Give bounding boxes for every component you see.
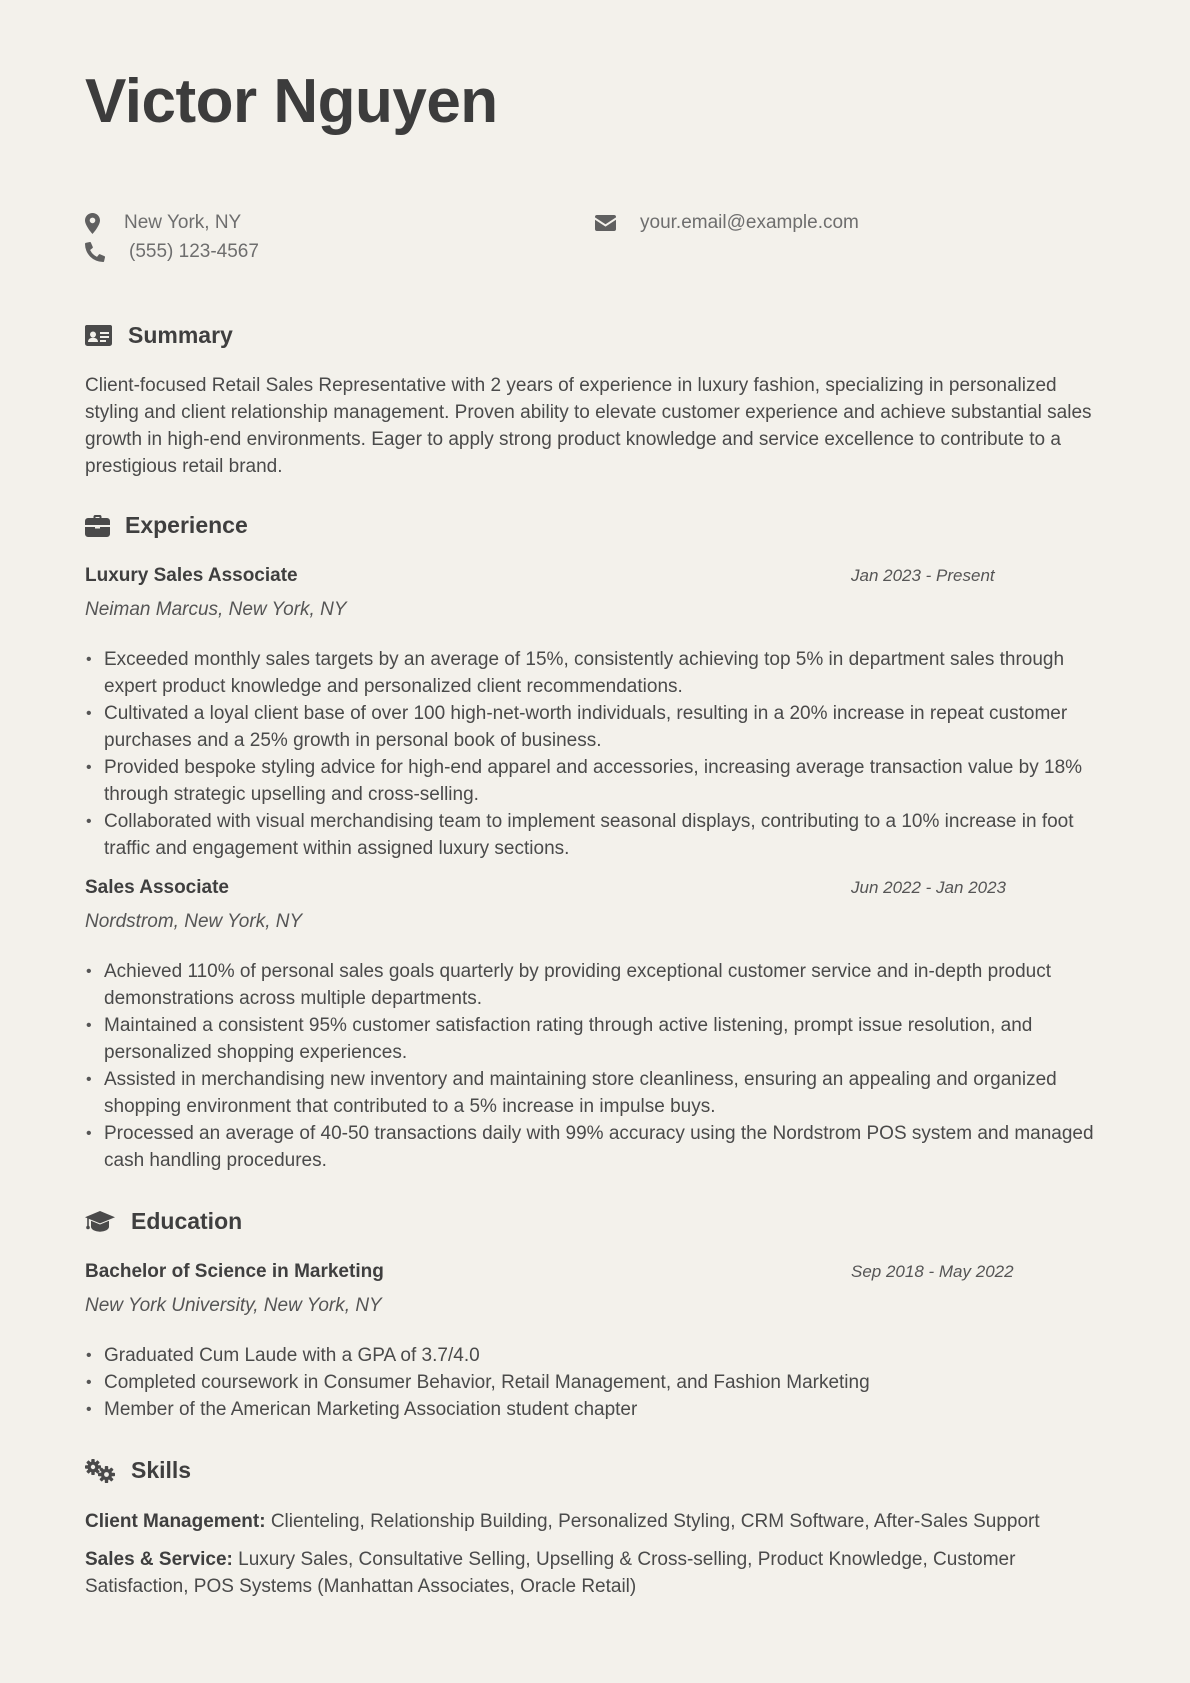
phone-icon [85, 242, 105, 262]
contact-email [595, 212, 859, 234]
skill-group [85, 1508, 1110, 1535]
summary-heading [85, 322, 233, 349]
list-item: • Graduated Cum Laude with a GPA of 3.7/4.0 [85, 1342, 1110, 1369]
skill-group-label: Client Management: [85, 1511, 266, 1532]
graduation-cap-icon [85, 1211, 115, 1232]
list-item: • Collaborated with visual merchandising team to implement seasonal displays, contributing to a 10% increase in foot traffic and engagement within assigned luxury sections. [85, 808, 1110, 862]
skill-group-items: Luxury Sales, Consultative Selling, Upselling & Cross-selling, Product Knowledge, Customer Satisfaction, POS Systems (Manhattan Associates, Oracle Retail) [85, 1549, 1016, 1597]
list-item: • Member of the American Marketing Association student chapter [85, 1396, 1110, 1423]
skill-group [85, 1546, 1110, 1600]
location-text: New York, NY [124, 212, 242, 233]
job-company: Neiman Marcus, New York, NY [85, 599, 347, 620]
phone-text: (555) 123-4567 [129, 241, 259, 262]
education-heading [85, 1208, 242, 1235]
map-marker-icon [85, 213, 101, 234]
envelope-icon [595, 215, 616, 231]
experience-heading [85, 512, 248, 539]
section-title: Summary [128, 322, 233, 348]
list-item: • Assisted in merchandising new inventory and maintaining store cleanliness, ensuring an appealing and organized shopping environment that contributed to a 5% increase in impulse buys. [85, 1066, 1110, 1120]
school-name: New York University, New York, NY [85, 1295, 382, 1316]
skill-group-items: Clienteling, Relationship Building, Personalized Styling, CRM Software, After-Sales Support [270, 1511, 1040, 1532]
email-link[interactable]: your.email@example.com [640, 212, 859, 233]
contact-phone [85, 241, 259, 263]
job-bullets [85, 646, 1110, 862]
job-dates: Jan 2023 - Present [851, 566, 995, 585]
degree-title: Bachelor of Science in Marketing [85, 1261, 384, 1282]
job-bullets [85, 958, 1110, 1174]
briefcase-icon [85, 515, 111, 537]
section-title: Experience [125, 512, 248, 538]
job-title: Sales Associate [85, 877, 229, 898]
education-bullets [85, 1342, 1110, 1423]
job-dates: Jun 2022 - Jan 2023 [851, 878, 1007, 897]
section-title: Education [131, 1208, 243, 1234]
job-company: Nordstrom, New York, NY [85, 911, 303, 932]
list-item: • Completed coursework in Consumer Behavior, Retail Management, and Fashion Marketing [85, 1369, 1110, 1396]
list-item: • Maintained a consistent 95% customer satisfaction rating through active listening, prompt issue resolution, and personalized shopping experiences. [85, 1012, 1110, 1066]
skills-heading [85, 1457, 191, 1484]
candidate-name: Victor Nguyen [85, 67, 498, 136]
gears-icon [85, 1459, 115, 1483]
skill-group-label: Sales & Service: [85, 1549, 233, 1570]
summary-text: Client-focused Retail Sales Representative with 2 years of experience in luxury fashion, specializing in personalized styling and client relationship management. Proven ability to elevate customer experience and achieve substantial sales growth in high-end environments. Eager to apply strong product knowledge and service excellence to contribute to a prestigious retail brand. [85, 375, 1092, 477]
list-item: • Processed an average of 40-50 transactions daily with 99% accuracy using the Nordstrom POS system and managed cash handling procedures. [85, 1120, 1110, 1174]
list-item: • Provided bespoke styling advice for high-end apparel and accessories, increasing average transaction value by 18% through strategic upselling and cross-selling. [85, 754, 1110, 808]
contact-location [85, 212, 241, 234]
education-dates: Sep 2018 - May 2022 [851, 1262, 1014, 1281]
id-card-icon [85, 325, 113, 346]
list-item: • Cultivated a loyal client base of over 100 high-net-worth individuals, resulting in a 20% increase in repeat customer purchases and a 25% growth in personal book of business. [85, 700, 1110, 754]
job-title: Luxury Sales Associate [85, 565, 298, 586]
section-title: Skills [131, 1457, 192, 1483]
list-item: • Exceeded monthly sales targets by an average of 15%, consistently achieving top 5% in department sales through expert product knowledge and personalized client recommendations. [85, 646, 1110, 700]
list-item: • Achieved 110% of personal sales goals quarterly by providing exceptional customer service and in-depth product demonstrations across multiple departments. [85, 958, 1110, 1012]
